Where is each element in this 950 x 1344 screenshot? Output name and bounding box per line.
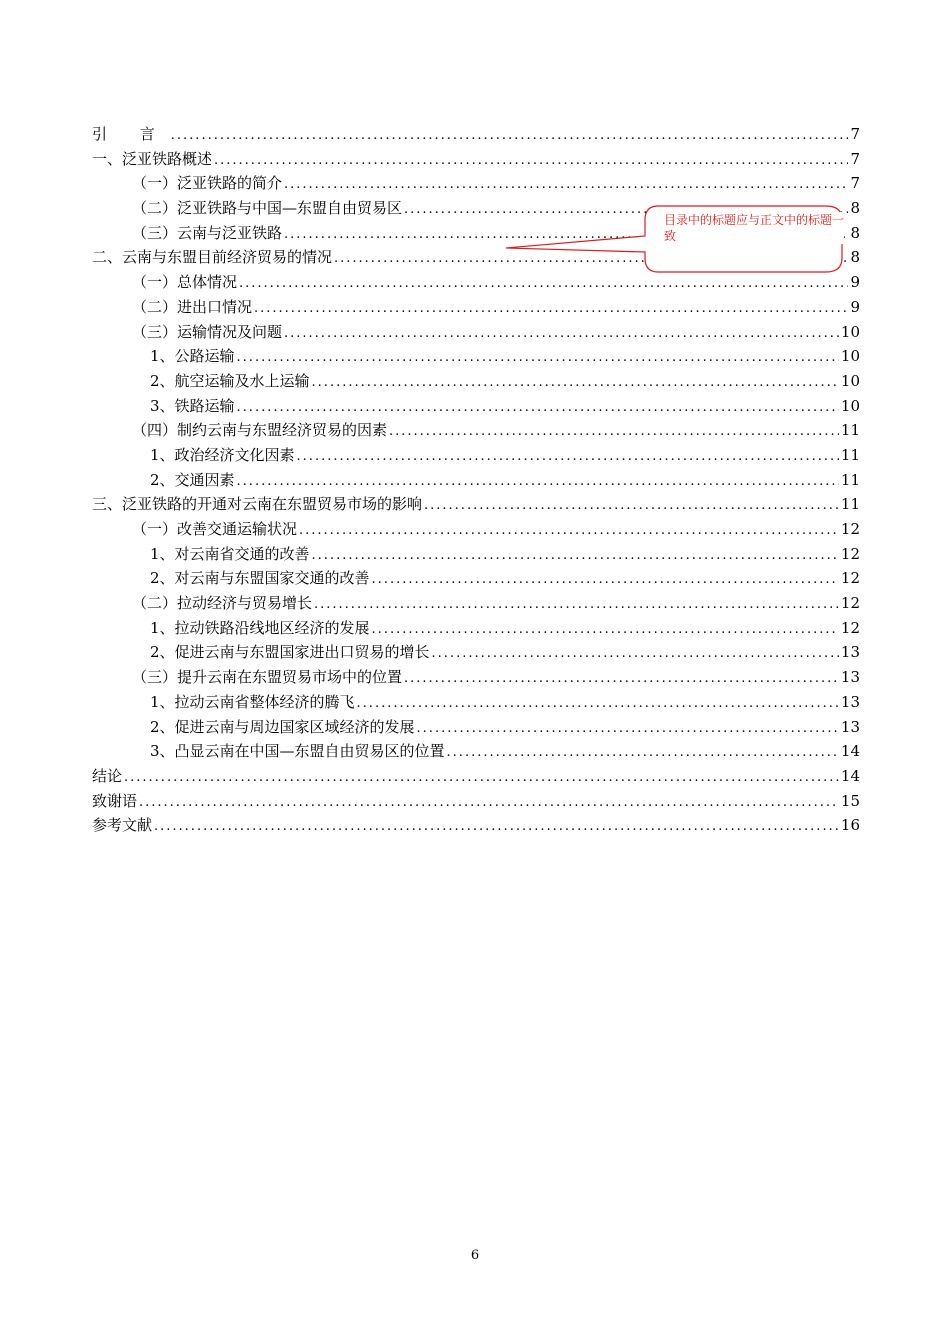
toc-leader-dots [432,642,839,667]
toc-leader-dots [237,396,839,421]
toc-leader-dots [154,815,839,840]
toc-entry[interactable] [92,640,860,665]
toc-entry-title: （四）制约云南与东盟经济贸易的因素 [132,421,388,440]
toc-entry-page: 8 [850,248,860,267]
toc-entry-title: 2、促进云南与周边国家区域经济的发展 [150,717,415,736]
toc-entry-page: 10 [840,371,860,390]
toc-entry[interactable] [92,665,860,690]
toc-leader-dots [389,420,839,445]
toc-leader-dots [284,173,848,198]
toc-entry-title: 1、对云南省交通的改善 [150,544,310,563]
toc-leader-dots [357,692,839,717]
toc-leader-dots [237,346,839,371]
toc-entry-page: 11 [840,421,860,440]
toc-entry-title: （二）进出口情况 [132,297,253,316]
toc-entry-page: 12 [840,520,860,538]
toc-entry[interactable] [92,394,860,419]
review-comment-callout[interactable] [500,200,860,280]
toc-leader-dots [284,322,839,347]
toc-leader-dots [124,766,839,791]
toc-entry[interactable] [92,418,860,443]
toc-leader-dots [372,568,839,593]
toc-leader-dots [372,618,839,643]
toc-entry-page: 7 [850,125,860,143]
toc-entry[interactable] [92,739,860,764]
toc-entry[interactable] [92,591,860,616]
toc-entry-page: 11 [840,495,860,514]
toc-entry-title: （一）泛亚铁路的简介 [132,174,283,193]
toc-entry-page: 13 [840,668,860,687]
toc-entry-title: 三、泛亚铁路的开通对云南在东盟贸易市场的影响 [92,495,423,514]
toc-entry-page: 14 [840,742,860,761]
toc-leader-dots [312,544,839,569]
comment-text: 目录中的标题应与正文中的标题一致 [664,213,845,243]
toc-entry[interactable] [92,443,860,468]
page-number: 6 [470,1248,480,1263]
toc-leader-dots [297,445,839,470]
toc-entry[interactable] [92,295,860,320]
toc-entry-title: （二）拉动经济与贸易增长 [132,594,313,613]
toc-entry[interactable] [92,122,860,147]
toc-entry[interactable] [92,517,860,542]
toc-entry-title: 2、交通因素 [150,470,235,489]
toc-entry[interactable] [92,468,860,493]
toc-entry-page: 16 [840,816,860,835]
toc-entry-page: 10 [840,347,860,366]
toc-entry-title: 引 言 [92,125,169,143]
toc-entry[interactable] [92,813,860,838]
toc-entry-title: 3、铁路运输 [150,396,235,415]
toc-entry[interactable] [92,566,860,591]
toc-entry-title: 1、公路运输 [150,347,235,366]
toc-entry-title: 2、对云南与东盟国家交通的改善 [150,569,370,588]
toc-entry-page: 7 [850,174,860,193]
toc-entry-page: 10 [840,322,860,341]
toc-entry-page: 12 [840,544,860,563]
toc-leader-dots [404,667,839,692]
toc-entry-page: 9 [850,297,860,316]
toc-entry-page: 7 [850,149,860,168]
toc-leader-dots [237,470,839,495]
toc-entry-page: 11 [840,470,860,489]
toc-leader-dots [312,371,839,396]
toc-entry-page: 12 [840,569,860,588]
toc-entry[interactable] [92,715,860,740]
toc-entry-title: （三）运输情况及问题 [132,322,283,341]
toc-entry-title: 2、航空运输及水上运输 [150,371,310,390]
toc-entry-title: （二）泛亚铁路与中国—东盟自由贸易区 [132,199,403,218]
toc-entry[interactable] [92,789,860,814]
toc-entry[interactable] [92,320,860,345]
toc-leader-dots [299,519,839,544]
toc-entry-page: 14 [840,766,860,785]
toc-entry[interactable] [92,171,860,196]
toc-entry[interactable] [92,369,860,394]
toc-leader-dots [314,593,839,618]
toc-entry[interactable] [92,542,860,567]
toc-entry-title: 3、凸显云南在中国—东盟自由贸易区的位置 [150,742,445,761]
toc-entry-title: 致谢语 [92,791,138,810]
toc-entry-title: （一）总体情况 [132,273,238,292]
toc-entry[interactable] [92,764,860,789]
toc-leader-dots [139,791,839,816]
toc-entry-page: 13 [840,717,860,736]
toc-entry[interactable] [92,616,860,641]
toc-entry[interactable] [92,492,860,517]
toc-entry-page: 10 [840,396,860,415]
toc-entry-page: 9 [850,273,860,292]
toc-entry-page: 12 [840,618,860,637]
toc-entry-title: （一）改善交通运输状况 [132,520,298,538]
toc-entry[interactable] [92,344,860,369]
toc-leader-dots [424,494,839,519]
toc-entry-title: （三）提升云南在东盟贸易市场中的位置 [132,668,403,687]
toc-entry-title: 结论 [92,766,123,785]
toc-entry-page: 8 [850,199,860,218]
toc-entry-title: 1、拉动铁路沿线地区经济的发展 [150,618,370,637]
toc-entry-page: 8 [850,223,860,242]
toc-leader-dots [171,124,848,149]
toc-entry-title: 2、促进云南与东盟国家进出口贸易的增长 [150,643,430,662]
toc-entry-page: 13 [840,643,860,662]
toc-leader-dots [254,297,848,322]
toc-entry-title: 一、泛亚铁路概述 [92,149,213,168]
toc-entry-title: 参考文献 [92,816,153,835]
toc-leader-dots [214,149,848,174]
toc-entry-title: 二、云南与东盟目前经济贸易的情况 [92,248,333,267]
toc-entry-page: 11 [840,445,860,464]
toc-entry[interactable] [92,690,860,715]
toc-entry-page: 13 [840,692,860,711]
toc-leader-dots [447,741,839,766]
toc-entry-page: 12 [840,594,860,613]
toc-entry-title: 1、政治经济文化因素 [150,445,295,464]
toc-entry-title: 1、拉动云南省整体经济的腾飞 [150,692,355,711]
toc-leader-dots [417,717,839,742]
toc-entry-page: 15 [840,791,860,810]
toc-entry[interactable] [92,147,860,172]
toc-entry-title: （三）云南与泛亚铁路 [132,223,283,242]
